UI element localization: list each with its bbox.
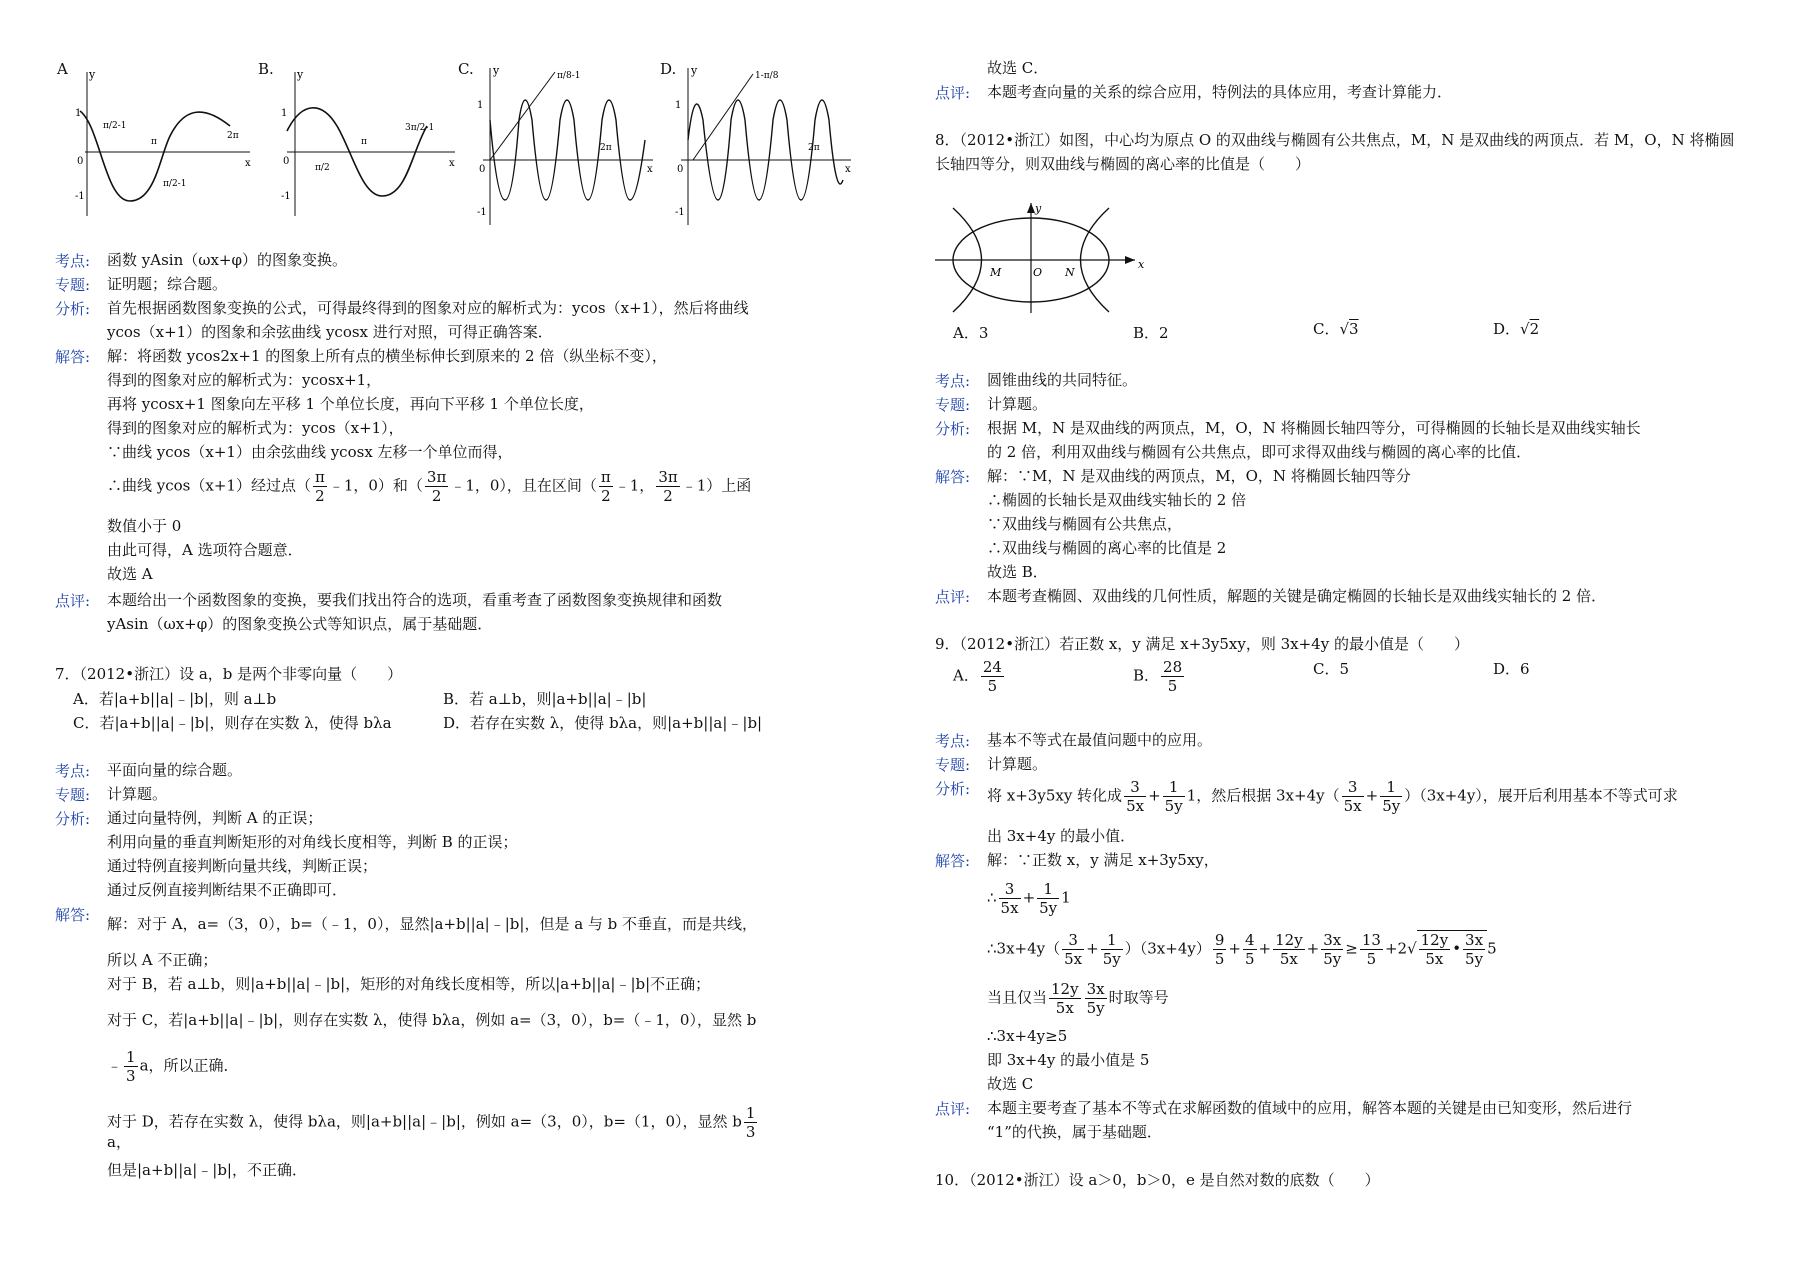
q8-option-d: D．√2 bbox=[1493, 320, 1540, 338]
q7-fenxi-line: 通过反例直接判断结果不正确即可． bbox=[107, 881, 348, 899]
q6-jieda-line: 得到的图象对应的解析式为：ycosx+1， bbox=[107, 371, 382, 389]
q7-jieda-frac-line: ﹣ $\frac{1}{3}$ a，所以正确． bbox=[107, 1048, 239, 1085]
svg-text:1: 1 bbox=[281, 108, 288, 119]
q9-zhuanti-text: 计算题。 bbox=[987, 755, 1048, 773]
q6-jieda-line: 解：将函数 ycos2x+1 的图象上所有点的横坐标伸长到原来的 2 倍（纵坐标不变）， bbox=[107, 347, 667, 365]
q8-jieda-line: ∴双曲线与椭圆的离心率的比值是 2 bbox=[987, 539, 1227, 557]
svg-text:O: O bbox=[1033, 266, 1043, 279]
q7-jieda-line: 但是|a+b||a|﹣|b|，不正确． bbox=[107, 1161, 307, 1179]
q9-jieda-line: 故选 C bbox=[987, 1075, 1034, 1093]
graph-c bbox=[475, 60, 655, 230]
svg-text:π/2-1: π/2-1 bbox=[103, 121, 127, 131]
svg-text:0: 0 bbox=[283, 156, 290, 167]
q6-dianping-tag: 点评: bbox=[55, 592, 91, 610]
svg-text:1: 1 bbox=[477, 100, 484, 111]
svg-text:-1: -1 bbox=[675, 207, 685, 218]
svg-text:1-π/8: 1-π/8 bbox=[755, 71, 779, 81]
q6-kaodian-tag: 考点: bbox=[55, 252, 91, 270]
q8-fenxi-tag: 分析: bbox=[935, 420, 971, 438]
svg-text:N: N bbox=[1065, 266, 1075, 279]
q7-conclusion: 故选 C． bbox=[987, 59, 1049, 77]
q6-dianping-line: yAsin（ωx+φ）的图象变换公式等知识点，属于基础题． bbox=[107, 615, 493, 633]
q9-jieda-tag: 解答: bbox=[935, 852, 971, 870]
svg-text:2π: 2π bbox=[808, 143, 820, 153]
q6-jieda-line: 由此可得，A 选项符合题意． bbox=[107, 541, 303, 559]
svg-text:-1: -1 bbox=[75, 191, 85, 202]
graph-b bbox=[277, 66, 457, 226]
q7-option-d: D．若存在实数 λ，使得 bλa，则|a+b||a|﹣|b| bbox=[443, 714, 763, 732]
svg-text:x: x bbox=[449, 158, 455, 169]
q8-dianping-tag: 点评: bbox=[935, 588, 971, 606]
q7-dianping-text: 本题考查向量的关系的综合应用，特例法的具体应用，考查计算能力． bbox=[987, 83, 1453, 101]
svg-text:y: y bbox=[691, 64, 698, 77]
svg-text:y: y bbox=[297, 68, 304, 81]
svg-text:y: y bbox=[1035, 202, 1042, 215]
option-b-label: B. bbox=[258, 60, 274, 78]
svg-text:2π: 2π bbox=[600, 143, 612, 153]
svg-text:x: x bbox=[1138, 258, 1145, 271]
q6-jieda-line: ∵曲线 ycos（x+1）由余弦曲线 ycosx 左移一个单位而得， bbox=[107, 443, 513, 461]
q9-jieda-equality: 当且仅当 $\frac{12y}{5x}$ $\frac{3x}{5y}$ 时取等号 bbox=[987, 980, 1169, 1017]
q8-jieda-tag: 解答: bbox=[935, 468, 971, 486]
q7-option-c: C．若|a+b||a|﹣|b|，则存在实数 λ，使得 bλa bbox=[73, 714, 392, 732]
q7-fenxi-line: 利用向量的垂直判断矩形的对角线长度相等，判断 B 的正误； bbox=[107, 833, 518, 851]
q8-jieda-line: 故选 B． bbox=[987, 563, 1048, 581]
q7-zhuanti-text: 计算题。 bbox=[107, 785, 168, 803]
q9-fenxi-tag: 分析: bbox=[935, 780, 971, 798]
q6-jieda-point-line: ∴曲线 ycos（x+1）经过点（ $\frac{\pi}{2}$ ﹣1，0）和（ $\frac{3\pi}{2}$ ﹣1，0），且在区间（ $\frac{\pi}{2}$ ﹣1， $\frac{3\pi}{2}$ ﹣1）上函 bbox=[107, 468, 752, 505]
option-a-label: A bbox=[57, 60, 68, 78]
q10-stem: 10．（2012•浙江）设 a＞0，b＞0，e 是自然对数的底数（ ） bbox=[935, 1171, 1380, 1189]
q8-fenxi-line: 根据 M，N 是双曲线的两顶点，M，O，N 将椭圆长轴四等分，可得椭圆的长轴长是双曲线实轴长 bbox=[987, 419, 1641, 437]
q6-dianping-line: 本题给出一个函数图象的变换，要我们找出符合的选项，看重考查了函数图象变换规律和函数 bbox=[107, 591, 723, 609]
q6-jieda-line: 再将 ycosx+1 图象向左平移 1 个单位长度，再向下平移 1 个单位长度， bbox=[107, 395, 594, 413]
q7-jieda-tag: 解答: bbox=[55, 906, 91, 924]
q7-jieda-line: 对于 B，若 a⊥b，则|a+b||a|﹣|b|，矩形的对角线长度相等，所以|a+b||a|﹣|b|不正确； bbox=[107, 975, 711, 993]
q6-kaodian-text: 函数 yAsin（ωx+φ）的图象变换。 bbox=[107, 251, 347, 269]
svg-text:3π/2-1: 3π/2-1 bbox=[405, 123, 435, 133]
q6-jieda-line: 故选 A bbox=[107, 565, 153, 583]
q7-jieda-line: a， bbox=[107, 1133, 131, 1151]
q9-jieda-line: 解：∵正数 x，y 满足 x+3y5xy， bbox=[987, 851, 1219, 869]
ellipse-hyperbola-figure bbox=[935, 198, 1150, 318]
svg-text:π: π bbox=[361, 137, 367, 147]
q7-kaodian-tag: 考点: bbox=[55, 762, 91, 780]
q6-zhuanti-text: 证明题；综合题。 bbox=[107, 275, 228, 293]
svg-text:π/2-1: π/2-1 bbox=[163, 179, 187, 189]
svg-text:0: 0 bbox=[677, 164, 684, 175]
q9-stem: 9．（2012•浙江）若正数 x，y 满足 x+3y5xy，则 3x+4y 的最小值是（ ） bbox=[935, 635, 1469, 653]
graph-a bbox=[75, 66, 255, 226]
svg-text:x: x bbox=[245, 158, 251, 169]
q7-jieda-line: 解：对于 A，a=（3，0），b=（﹣1，0），显然|a+b||a|﹣|b|，但是 a 与 b 不垂直，而是共线， bbox=[107, 915, 758, 933]
q8-option-a: A．3 bbox=[953, 324, 989, 342]
svg-text:y: y bbox=[493, 64, 500, 77]
svg-text:π/2: π/2 bbox=[315, 163, 330, 173]
q9-kaodian-tag: 考点: bbox=[935, 732, 971, 750]
q8-dianping-text: 本题考查椭圆、双曲线的几何性质，解题的关键是确定椭圆的长轴长是双曲线实轴长的 2 倍． bbox=[987, 587, 1607, 605]
q9-dianping-tag: 点评: bbox=[935, 1100, 971, 1118]
q8-stem-line: 8．（2012•浙江）如图，中心均为原点 O 的双曲线与椭圆有公共焦点，M，N 是双曲线的两顶点．若 M，O，N 将椭圆 bbox=[935, 131, 1735, 149]
q8-jieda-line: 解：∵M，N 是双曲线的两顶点，M，O，N 将椭圆长轴四等分 bbox=[987, 467, 1411, 485]
q6-zhuanti-tag: 专题: bbox=[55, 276, 91, 294]
svg-text:y: y bbox=[89, 68, 96, 81]
q6-jieda-line: 数值小于 0 bbox=[107, 517, 182, 535]
q8-option-c: C．√3 bbox=[1313, 320, 1359, 338]
q7-zhuanti-tag: 专题: bbox=[55, 786, 91, 804]
q9-option-d: D．6 bbox=[1493, 660, 1530, 678]
q9-option-a: A． $\frac{24}{5}$ bbox=[953, 658, 1002, 695]
q7-jieda-line: 所以 A 不正确； bbox=[107, 951, 218, 969]
q7-option-b: B．若 a⊥b，则|a+b||a|﹣|b| bbox=[443, 690, 647, 708]
q8-zhuanti-text: 计算题。 bbox=[987, 395, 1048, 413]
q8-kaodian-tag: 考点: bbox=[935, 372, 971, 390]
q9-dianping-line: 本题主要考查了基本不等式在求解函数的值域中的应用，解答本题的关键是由已知变形，然后进行 bbox=[987, 1099, 1633, 1117]
q8-stem-line: 长轴四等分，则双曲线与椭圆的离心率的比值是（ ） bbox=[935, 155, 1311, 173]
q9-jieda-line: 即 3x+4y 的最小值是 5 bbox=[987, 1051, 1150, 1069]
svg-text:0: 0 bbox=[77, 156, 84, 167]
q7-option-a: A．若|a+b||a|﹣|b|，则 a⊥b bbox=[73, 690, 277, 708]
q6-fenxi-line: 首先根据函数图象变换的公式，可得最终得到的图象对应的解析式为：ycos（x+1），然后将曲线 bbox=[107, 299, 749, 317]
graph-d bbox=[673, 60, 853, 230]
q7-fenxi-line: 通过向量特例，判断 A 的正误； bbox=[107, 809, 323, 827]
svg-text:1: 1 bbox=[675, 100, 682, 111]
q7-dianping-tag: 点评: bbox=[935, 84, 971, 102]
q6-jieda-tag: 解答: bbox=[55, 348, 91, 366]
svg-text:-1: -1 bbox=[477, 207, 487, 218]
q8-zhuanti-tag: 专题: bbox=[935, 396, 971, 414]
q9-fenxi-line: 将 x+3y5xy 转化成 $\frac{3}{5x}$ + $\frac{1}{5y}$ 1，然后根据 3x+4y（ $\frac{3}{5x}$ + $\frac{1}{5y}$ ）（3x+4y），展开后利用基本不等式可求 bbox=[987, 778, 1678, 815]
q8-kaodian-text: 圆锥曲线的共同特征。 bbox=[987, 371, 1138, 389]
q9-fenxi-line: 出 3x+4y 的最小值． bbox=[987, 827, 1136, 845]
q7-kaodian-text: 平面向量的综合题。 bbox=[107, 761, 243, 779]
q9-zhuanti-tag: 专题: bbox=[935, 756, 971, 774]
q9-option-c: C．5 bbox=[1313, 660, 1350, 678]
q9-jieda-step: ∴ $\frac{3}{5x}$ + $\frac{1}{5y}$ 1 bbox=[987, 880, 1071, 917]
q7-fenxi-line: 通过特例直接判断向量共线，判断正误； bbox=[107, 857, 378, 875]
q9-option-b: B． $\frac{28}{5}$ bbox=[1133, 658, 1183, 695]
q7-fenxi-tag: 分析: bbox=[55, 810, 91, 828]
q8-fenxi-line: 的 2 倍，利用双曲线与椭圆有公共焦点，即可求得双曲线与椭圆的离心率的比值． bbox=[987, 443, 1532, 461]
svg-text:π/8-1: π/8-1 bbox=[557, 71, 581, 81]
svg-text:x: x bbox=[845, 164, 851, 175]
q7-jieda-line: 对于 C，若|a+b||a|﹣|b|，则存在实数 λ，使得 bλa，例如 a=（3，0），b=（﹣1，0），显然 b bbox=[107, 1011, 757, 1029]
q9-kaodian-text: 基本不等式在最值问题中的应用。 bbox=[987, 731, 1213, 749]
option-d-label: D. bbox=[660, 60, 677, 78]
svg-text:π: π bbox=[151, 137, 157, 147]
q6-fenxi-line: ycos（x+1）的图象和余弦曲线 ycosx 进行对照，可得正确答案． bbox=[107, 323, 553, 341]
svg-text:x: x bbox=[647, 164, 653, 175]
q8-jieda-line: ∴椭圆的长轴长是双曲线实轴长的 2 倍 bbox=[987, 491, 1247, 509]
q9-dianping-line: “1”的代换，属于基础题． bbox=[987, 1123, 1162, 1141]
q7-jieda-d-line: 对于 D，若存在实数 λ，使得 bλa，则|a+b||a|﹣|b|，例如 a=（3，0），b=（1，0），显然 b $\frac{1}{3}$ bbox=[107, 1104, 756, 1141]
option-c-label: C. bbox=[458, 60, 474, 78]
svg-text:0: 0 bbox=[479, 164, 486, 175]
q8-jieda-line: ∵双曲线与椭圆有公共焦点， bbox=[987, 515, 1183, 533]
q9-jieda-line: ∴3x+4y≥5 bbox=[987, 1027, 1068, 1045]
svg-text:2π: 2π bbox=[227, 131, 239, 141]
svg-text:-1: -1 bbox=[281, 191, 291, 202]
q6-fenxi-tag: 分析: bbox=[55, 300, 91, 318]
q8-option-b: B．2 bbox=[1133, 324, 1169, 342]
q7-stem: 7．（2012•浙江）设 a，b 是两个非零向量（ ） bbox=[55, 665, 403, 683]
svg-text:M: M bbox=[990, 266, 1002, 279]
q9-jieda-inequality: ∴3x+4y（ $\frac{3}{5x}$ + $\frac{1}{5y}$ ）（3x+4y） $\frac{9}{5}$ + $\frac{4}{5}$ + $\frac{12y}{5x}$ + $\frac{3x}{5y}$ ≥ $\frac{13}{5}$ +2√ $\frac{12y}{5x}$ • $\frac{3x}{5y}$ 5 bbox=[987, 931, 1497, 968]
q6-jieda-line: 得到的图象对应的解析式为：ycos（x+1）， bbox=[107, 419, 404, 437]
svg-text:1: 1 bbox=[75, 108, 82, 119]
